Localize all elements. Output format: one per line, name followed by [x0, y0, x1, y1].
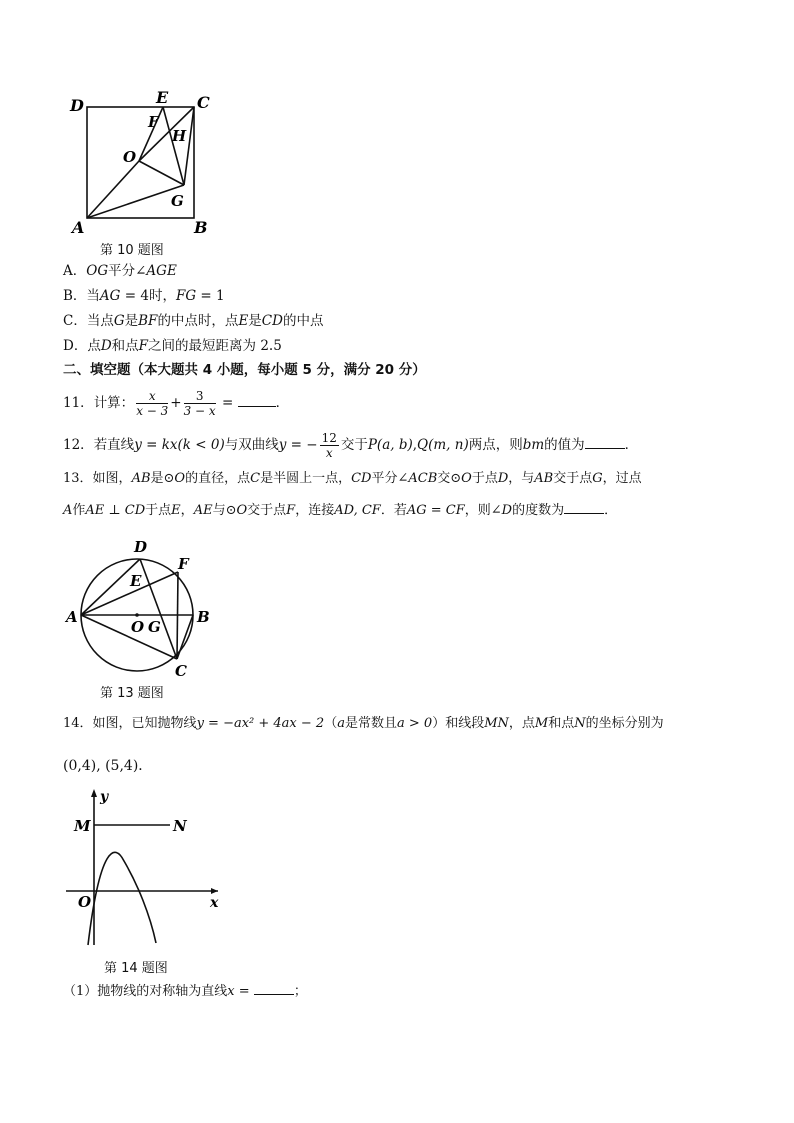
question-11: [63, 386, 289, 420]
question-12: [63, 428, 638, 462]
label-D: D: [134, 538, 148, 556]
text: 和点: [548, 716, 575, 731]
text: 作: [72, 503, 86, 518]
math-text: ACB: [408, 471, 438, 486]
text: 的值为: [544, 437, 585, 453]
text: 点: [87, 338, 101, 354]
math-text: AE: [193, 503, 213, 518]
math-text: a: [337, 716, 345, 731]
question-number: 13．: [63, 471, 93, 486]
math-text: AB: [131, 471, 151, 486]
math-text: (k < 0): [177, 437, 225, 453]
text: ，: [180, 503, 194, 518]
text: = 1: [196, 288, 225, 304]
fraction-2: [184, 389, 216, 418]
math-text: AB: [534, 471, 554, 486]
text: 是⊙: [150, 471, 175, 486]
math-text: FG: [175, 288, 197, 304]
figure-10-caption: 第 10 题图: [100, 243, 164, 258]
question-13-line-1: [63, 469, 642, 489]
text: ，则∠: [464, 503, 502, 518]
denominator: x − 3: [136, 404, 169, 418]
denominator: 3 − x: [183, 404, 216, 418]
label-A: A: [66, 608, 78, 626]
math-text: G: [592, 471, 603, 486]
label-N: N: [173, 817, 187, 835]
text: 之间的最短距离为 2.5: [148, 338, 282, 354]
question-14-line-1: [63, 714, 664, 734]
option-letter: A．: [63, 263, 87, 279]
fraction-1: [136, 389, 168, 418]
text: 如图，: [92, 471, 132, 486]
label-G: G: [171, 192, 184, 210]
math-text: N: [574, 716, 586, 731]
math-text: Q(m, n): [417, 437, 469, 453]
text: 如图，已知抛物线: [92, 716, 197, 731]
text: ，连接: [295, 503, 335, 518]
question-14-line-2: [63, 756, 152, 776]
text: 的中点时，点: [157, 313, 239, 329]
figure-13-caption: 第 13 题图: [100, 686, 164, 701]
text: 是: [124, 313, 139, 329]
math-text: x: [227, 984, 235, 999]
math-text: O: [236, 503, 248, 518]
answer-blank[interactable]: [564, 501, 604, 514]
math-text: E: [238, 313, 249, 329]
math-text: y = kx: [134, 437, 178, 453]
math-text: D: [501, 503, 513, 518]
option-c: [63, 311, 323, 331]
part-number: （1）: [63, 984, 98, 999]
text: = 4时，: [120, 288, 176, 304]
question-number: 12．: [63, 437, 94, 453]
label-y: y: [100, 789, 109, 805]
math-text: AG: [99, 288, 121, 304]
math-text: AG = CF: [406, 503, 465, 518]
label-E: E: [130, 572, 142, 590]
text: ，过点: [602, 471, 642, 486]
question-13-line-2: [63, 501, 617, 521]
text: 当点: [86, 313, 114, 329]
option-d: [63, 336, 282, 356]
text: 两点，则: [468, 437, 523, 453]
text: 的度数为: [512, 503, 565, 518]
label-F: F: [148, 113, 159, 131]
label-A: A: [72, 218, 85, 237]
math-text: MN: [484, 716, 509, 731]
math-text: (0,4), (5,4)．: [63, 758, 153, 774]
text: 与双曲线: [224, 437, 279, 453]
math-text: F: [138, 338, 149, 354]
section-heading: 二、填空题（本大题共 4 小题，每小题 5 分，满分 20 分）: [63, 362, 426, 378]
math-text: AD, CF: [334, 503, 381, 518]
text: 是: [248, 313, 262, 329]
math-text: AE ⊥ CD: [85, 503, 146, 518]
text: 若直线: [93, 437, 135, 453]
label-O: O: [131, 618, 145, 636]
math-text: CD: [351, 471, 372, 486]
text: 于点: [145, 503, 172, 518]
math-text: y = −: [278, 437, 318, 453]
text: 当: [86, 288, 100, 304]
math-text: C: [250, 471, 261, 486]
answer-blank[interactable]: [238, 394, 276, 407]
math-text: D: [100, 338, 112, 354]
figure-14-caption: 第 14 题图: [104, 961, 168, 976]
text: 的中点: [282, 313, 324, 329]
question-14-part-1: [63, 982, 307, 1002]
math-text: F: [286, 503, 296, 518]
math-text: OG: [86, 263, 109, 279]
denominator: x: [325, 446, 333, 460]
math-text: M: [534, 716, 549, 731]
text: 平分∠: [108, 263, 147, 279]
option-letter: C．: [63, 313, 87, 329]
text: 的直径，点: [185, 471, 251, 486]
text: ．若: [380, 503, 407, 518]
x-arrow-icon: [211, 888, 218, 894]
label-C: C: [197, 93, 210, 112]
text: ,: [412, 437, 418, 453]
label-O: O: [78, 893, 92, 911]
figure-14-parabola: [60, 785, 230, 955]
label-D: D: [70, 96, 84, 115]
math-text: O: [174, 471, 186, 486]
label-x: x: [210, 895, 219, 911]
text: =: [217, 395, 238, 411]
math-text: A: [63, 503, 73, 518]
text: ．: [604, 503, 618, 518]
text: ；: [293, 984, 307, 999]
text: ．: [275, 395, 290, 411]
math-text: bm: [522, 437, 545, 453]
text: ．: [624, 437, 639, 453]
label-O: O: [123, 148, 137, 166]
text: 交⊙: [437, 471, 462, 486]
text: 交于点: [553, 471, 593, 486]
numerator: x: [136, 389, 168, 404]
math-text: a > 0: [397, 716, 433, 731]
text: 于点: [471, 471, 498, 486]
math-text: y = −ax² + 4ax − 2: [196, 716, 325, 731]
text: ，与: [508, 471, 535, 486]
math-text: AGE: [146, 263, 177, 279]
label-G: G: [148, 618, 161, 636]
text: 抛物线的对称轴为直线: [97, 984, 228, 999]
question-number: 14．: [63, 716, 93, 731]
fraction-12-over-x: [320, 431, 339, 460]
text: （: [324, 716, 338, 731]
label-M: M: [74, 817, 91, 835]
math-text: D: [497, 471, 509, 486]
option-a: [63, 261, 177, 281]
text: 计算：: [93, 395, 135, 411]
option-letter: D．: [63, 338, 88, 354]
text: 平分∠: [371, 471, 409, 486]
math-text: P(a, b): [367, 437, 413, 453]
y-arrow-icon: [91, 789, 97, 797]
text: 是常数且: [344, 716, 397, 731]
option-b: [63, 286, 225, 306]
label-B: B: [197, 608, 210, 626]
math-text: BF: [138, 313, 158, 329]
text: +: [170, 395, 182, 411]
numerator: 12: [321, 431, 337, 445]
text: =: [234, 984, 254, 999]
text: 与⊙: [212, 503, 237, 518]
answer-blank[interactable]: [585, 436, 625, 449]
text: 和点: [111, 338, 139, 354]
figure-10-square: [60, 90, 230, 238]
label-C: C: [175, 662, 187, 680]
text: 的坐标分别为: [585, 716, 664, 731]
text: 是半圆上一点，: [260, 471, 352, 486]
parabola-curve: [88, 852, 156, 945]
text: ，点: [508, 716, 535, 731]
label-H: H: [172, 127, 187, 145]
text: 交于点: [247, 503, 287, 518]
label-B: B: [194, 218, 208, 237]
figure-13-circle: [60, 532, 220, 680]
text: ）和线段: [432, 716, 485, 731]
text: 交于: [340, 437, 368, 453]
math-text: CD: [261, 313, 283, 329]
question-number: 11．: [63, 395, 94, 411]
math-text: E: [171, 503, 181, 518]
label-F: F: [178, 555, 189, 573]
math-text: G: [113, 313, 125, 329]
numerator: 3: [184, 389, 216, 404]
label-E: E: [156, 90, 169, 107]
option-letter: B．: [63, 288, 87, 304]
math-text: O: [461, 471, 472, 486]
answer-blank[interactable]: [254, 982, 294, 995]
